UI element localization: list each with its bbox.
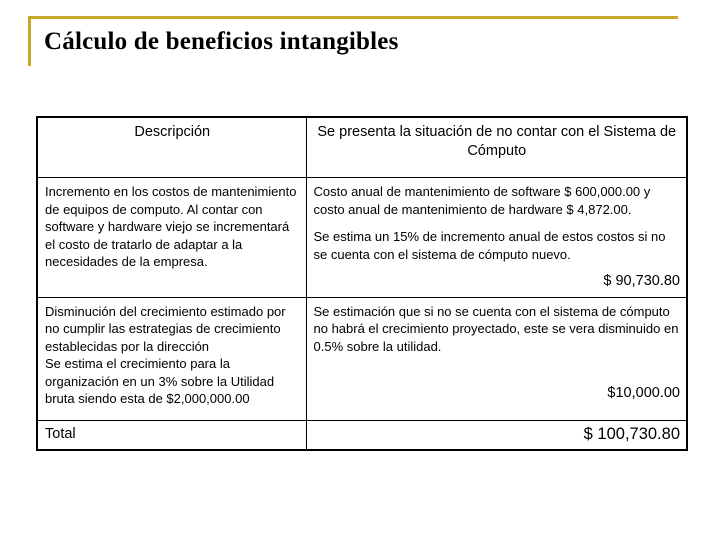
total-row (37, 420, 687, 450)
header-situation: Se presenta la situación de no contar con el Sistema de Cómputo (306, 117, 687, 178)
table-row (37, 297, 687, 420)
row1-detail-cell (306, 178, 687, 298)
total-amount: $ 100,730.80 (306, 420, 687, 450)
row2-detail-cell (306, 297, 687, 420)
row2-description-cell (37, 297, 306, 420)
row2-amount: $10,000.00 (607, 385, 680, 401)
table-row (37, 178, 687, 298)
header-description: Descripción (37, 117, 306, 178)
row1-amount: $ 90,730.80 (603, 273, 680, 289)
page-title: Cálculo de beneficios intangibles (44, 28, 399, 55)
row1-description-cell (37, 178, 306, 298)
table-header-row (37, 117, 687, 178)
row1-description: Incremento en los costos de mantenimiento de equipos de computo. Al contar con software y hardware viejo se incrementará el costo de tratarlo de adaptar a la necesidades de la empresa. (45, 184, 297, 269)
benefits-table (36, 116, 688, 451)
row1-detail-estimate: Se estima un 15% de incremento anual de estos costos si no se cuenta con el sistema de cómputo nuevo. (313, 229, 666, 262)
row1-detail-costs: Costo anual de mantenimiento de software $ 600,000.00 y costo anual de mantenimiento de hardware $ 4,872.00. (313, 184, 651, 217)
total-label: Total (37, 420, 306, 450)
row2-description-estimate: Se estima el crecimiento para la organización en un 3% sobre la Utilidad bruta siendo esta de $2,000,000.00 (45, 356, 275, 406)
row2-description: Disminución del crecimiento estimado por no cumplir las estrategias de crecimiento establecidas por la dirección (45, 303, 286, 354)
row2-detail: Se estimación que si no se cuenta con el sistema de cómputo no habrá el crecimiento proyectado, este se vera disminuido en 0.5% sobre la utilidad. (313, 303, 679, 354)
